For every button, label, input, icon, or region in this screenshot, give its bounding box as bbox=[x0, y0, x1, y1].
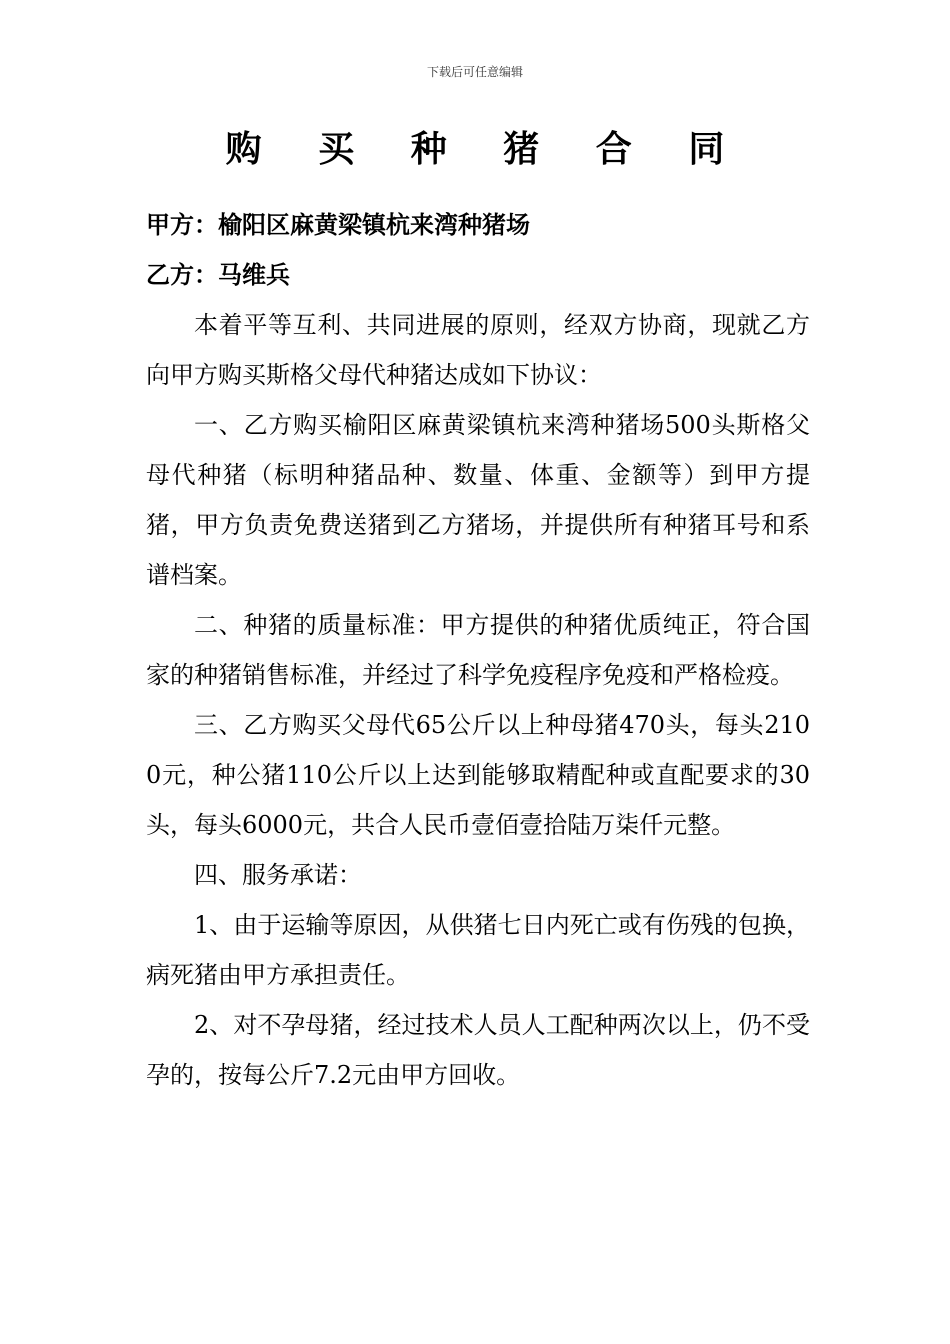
party-b: 乙方：马维兵 bbox=[146, 260, 290, 289]
header-note: 下载后可任意编辑 bbox=[426, 65, 523, 79]
paragraph-service-1: 1、由于运输等原因，从供猪七日内死亡或有伤残的包换，病死猪由甲方承担责任。 bbox=[146, 911, 810, 989]
paragraph-clause-3: 三、乙方购买父母代65公斤以上种母猪470头，每头2100元，种公猪110公斤以上达到能够取精配种或直配要求的30头，每头6000元，共合人民币壹佰壹拾陆万柒仟元整。 bbox=[146, 711, 810, 839]
paragraph-clause-4: 四、服务承诺： bbox=[194, 861, 362, 889]
paragraph-service-2: 2、对不孕母猪，经过技术人员人工配种两次以上，仍不受孕的，按每公斤7.2元由甲方回收。 bbox=[146, 1011, 810, 1089]
contract-body bbox=[146, 200, 810, 1100]
paragraph-clause-2: 二、种猪的质量标准：甲方提供的种猪优质纯正，符合国家的种猪销售标准，并经过了科学免疫程序免疫和严格检疫。 bbox=[146, 611, 810, 689]
party-a: 甲方：榆阳区麻黄梁镇杭来湾种猪场 bbox=[146, 210, 530, 239]
contract-title: 购 买 种 猪 合 同 bbox=[225, 128, 747, 170]
paragraph-preamble: 本着平等互利、共同进展的原则，经双方协商，现就乙方向甲方购买斯格父母代种猪达成如下协议： bbox=[146, 311, 810, 389]
paragraph-clause-1: 一、乙方购买榆阳区麻黄梁镇杭来湾种猪场500头斯格父母代种猪（标明种猪品种、数量、体重、金额等）到甲方提猪，甲方负责免费送猪到乙方猪场，并提供所有种猪耳号和系谱档案。 bbox=[146, 411, 810, 589]
